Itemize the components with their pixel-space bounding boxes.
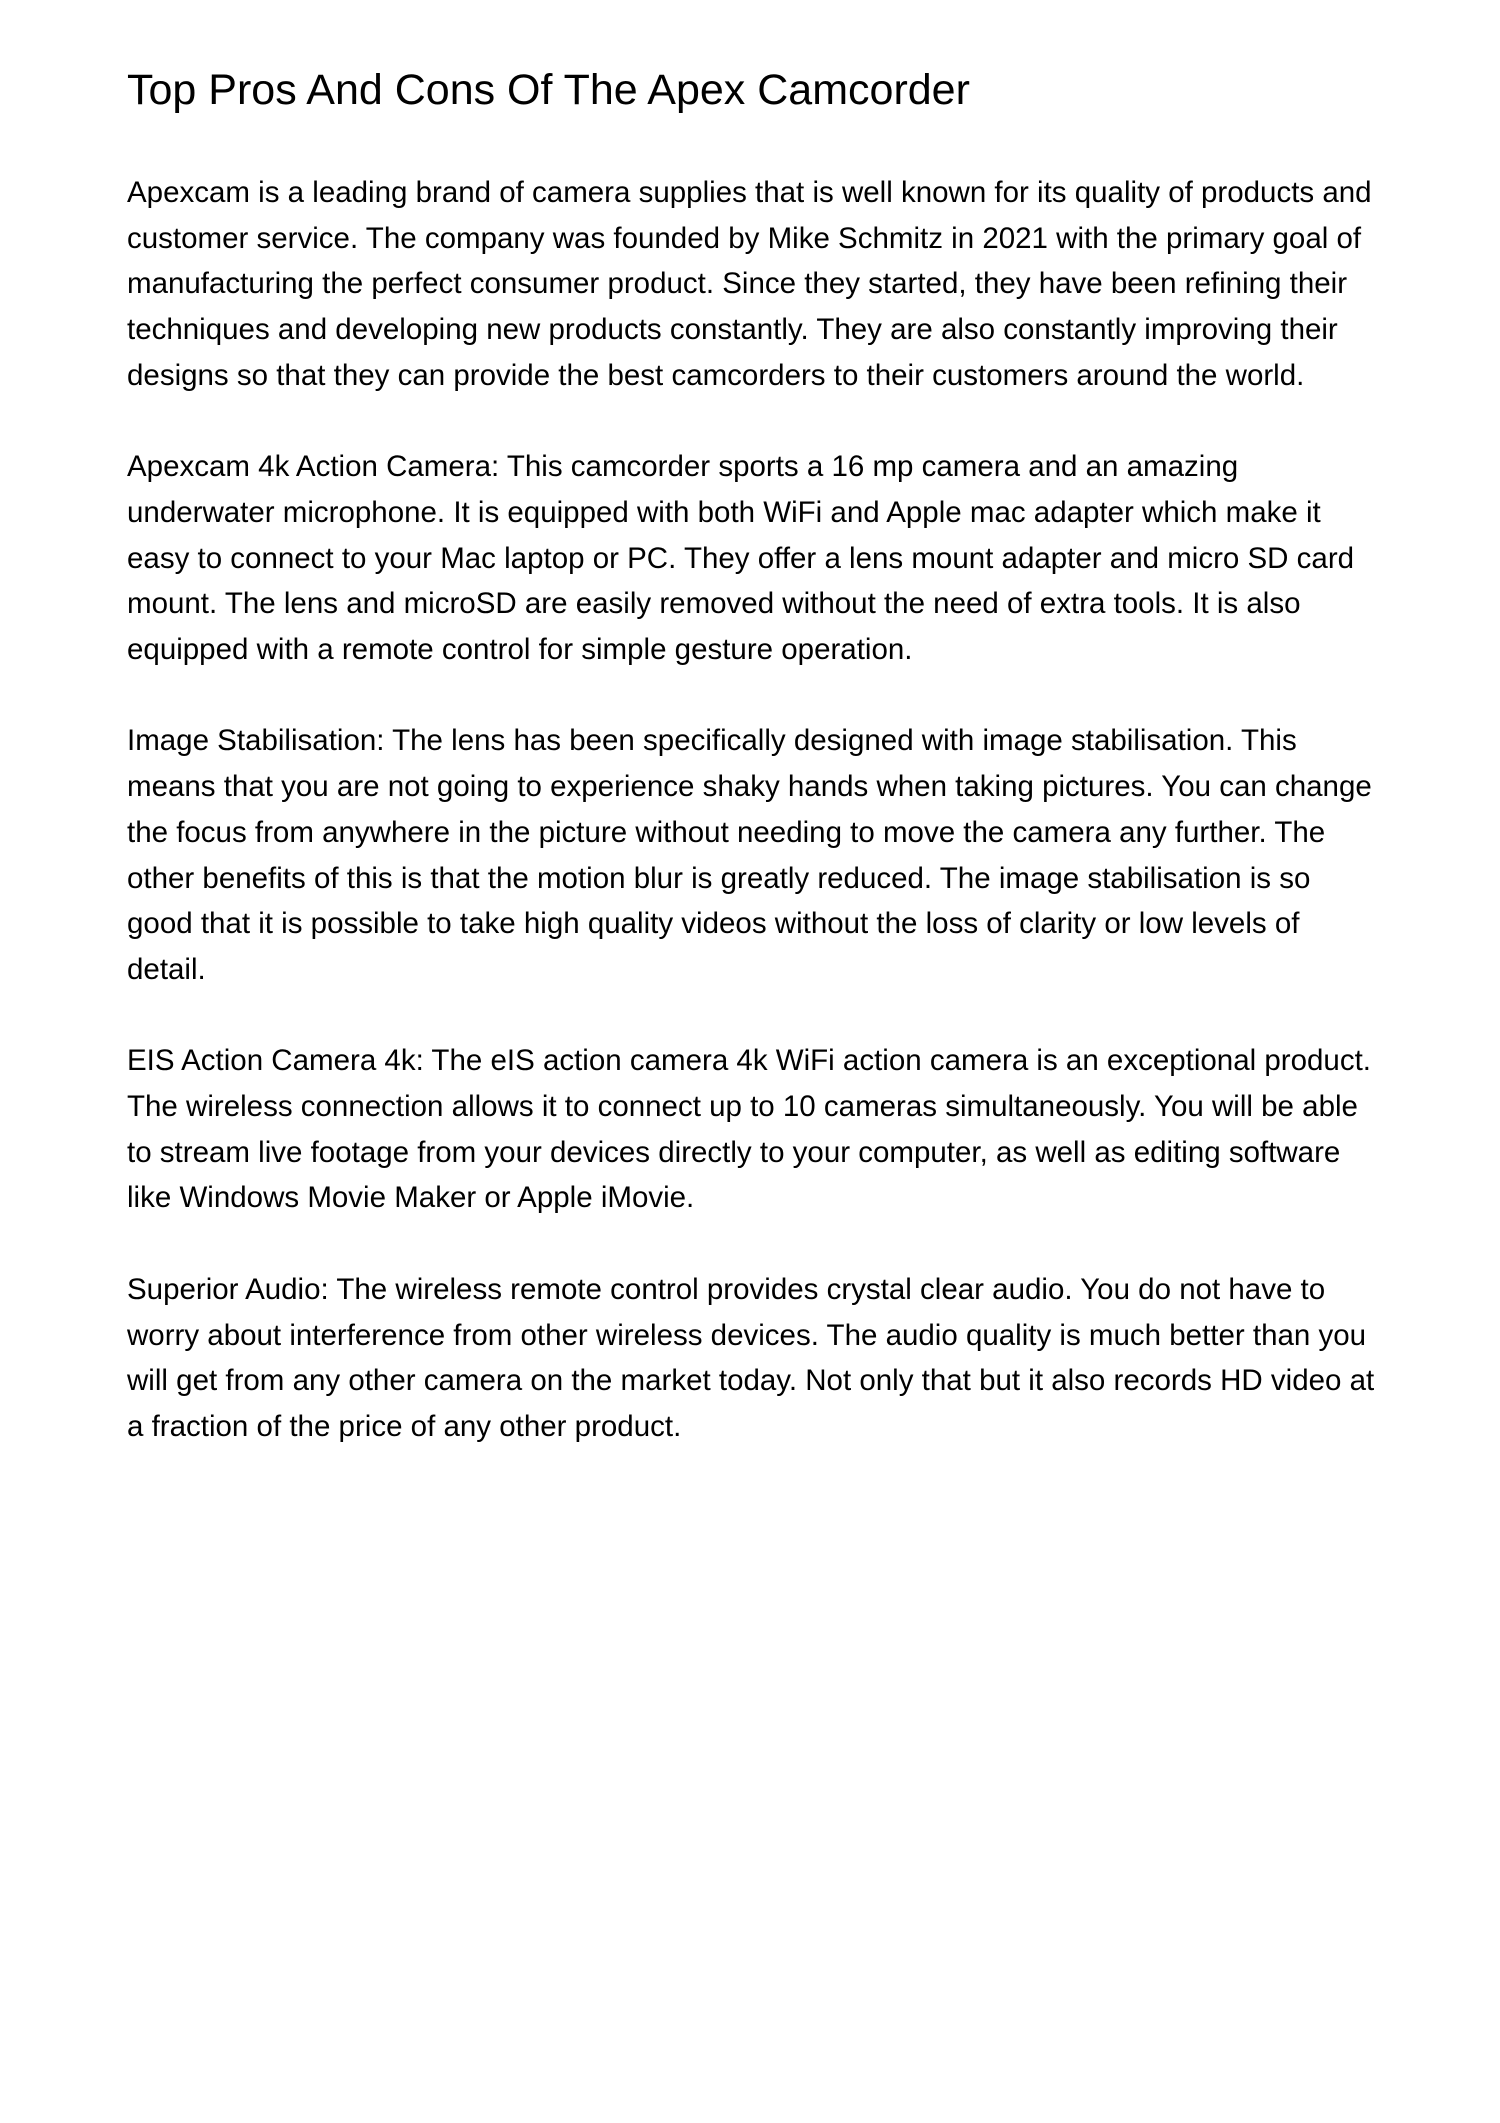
document-page bbox=[127, 60, 1377, 1495]
paragraph-4k-action-camera: Apexcam 4k Action Camera: This camcorder sports a 16 mp camera and an amazing underwater microphone. It is equipped with both WiFi and Apple mac adapter which make it easy to connect to your Mac laptop or PC. They offer a lens mount adapter and micro SD card mount. The lens and microSD are easily removed without the need of extra tools. It is also equipped with a remote control for simple gesture operation. bbox=[127, 450, 1355, 667]
page-title: Top Pros And Cons Of The Apex Camcorder bbox=[127, 66, 970, 114]
paragraph-eis-action-camera: EIS Action Camera 4k: The eIS action camera 4k WiFi action camera is an exceptional product. The wireless connection allows it to connect up to 10 cameras simultaneously. You will be able to stream live footage from your devices directly to your computer, as well as editing software like Windows Movie Maker or Apple iMovie. bbox=[127, 1044, 1371, 1215]
paragraph-intro: Apexcam is a leading brand of camera supplies that is well known for its quality of products and customer service. The company was founded by Mike Schmitz in 2021 with the primary goal of manufacturing the perfect consumer product. Since they started, they have been refining their techniques and developing new products constantly. They are also constantly improving their designs so that they can provide the best camcorders to their customers around the world. bbox=[127, 176, 1372, 392]
paragraph-image-stabilisation: Image Stabilisation: The lens has been specifically designed with image stabilisation. This means that you are not going to experience shaky hands when taking pictures. You can change the focus from anywhere in the picture without needing to move the camera any further. The other benefits of this is that the motion blur is greatly reduced. The image stabilisation is so good that it is possible to take high quality videos without the loss of clarity or low levels of detail. bbox=[127, 724, 1372, 986]
paragraph-superior-audio: Superior Audio: The wireless remote control provides crystal clear audio. You do not have to worry about interference from other wireless devices. The audio quality is much better than you will get from any other camera on the market today. Not only that but it also records HD video at a fraction of the price of any other product. bbox=[127, 1272, 1375, 1443]
